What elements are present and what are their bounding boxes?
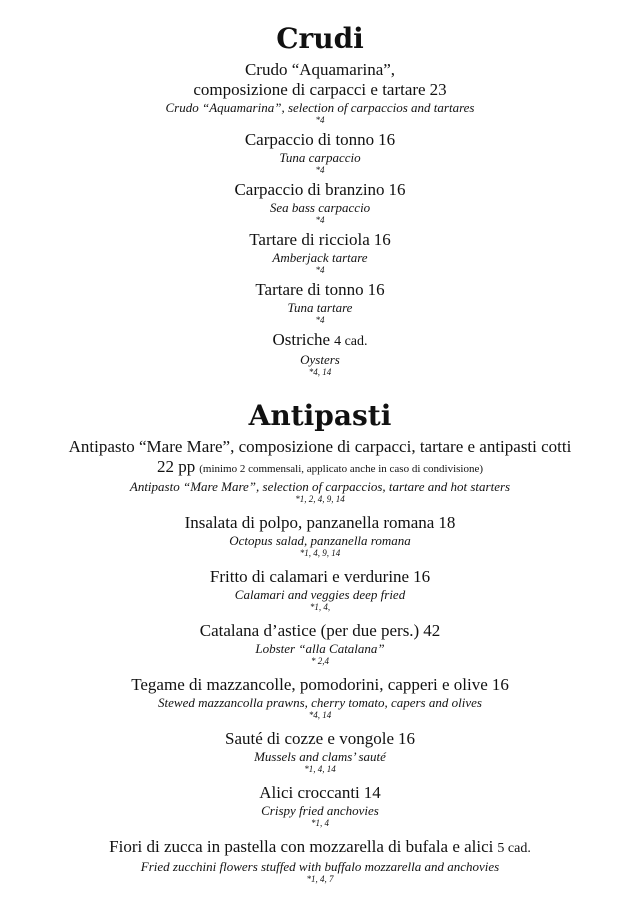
section-crudi	[0, 22, 640, 377]
item-name	[0, 130, 640, 150]
item-name-text: Antipasto “Mare Mare”, composizione di carpacci, tartare e antipasti cotti	[68, 437, 572, 456]
item-english: Fried zucchini flowers stuffed with buffalo mozzarella and anchovies	[140, 859, 500, 874]
item-name-text: Fiori di zucca in pastella con mozzarella di bufala e alici	[109, 837, 494, 856]
item-allergens: *1, 4, 7	[306, 874, 334, 884]
item-english: Octopus salad, panzanella romana	[229, 533, 411, 548]
item-allergens: *1, 4	[311, 818, 329, 828]
item-name-text: Fritto di calamari e verdurine	[209, 567, 410, 586]
menu-item	[0, 60, 640, 125]
item-name-text: Tartare di ricciola	[249, 230, 370, 249]
item-price: 42	[423, 621, 441, 640]
item-allergens: *1, 4, 9, 14	[299, 548, 341, 558]
item-price: 22 pp	[156, 457, 196, 476]
item-english: Stewed mazzancolla prawns, cherry tomato, capers and olives	[158, 695, 482, 710]
item-price: 16	[388, 180, 406, 199]
menu-item	[0, 230, 640, 275]
item-name	[0, 513, 640, 533]
item-english: Antipasto “Mare Mare”, selection of carpaccios, tartare and hot starters	[129, 479, 511, 494]
menu-item	[0, 513, 640, 558]
item-price: 16	[413, 567, 431, 586]
item-price: 18	[438, 513, 456, 532]
menu-item	[0, 783, 640, 828]
item-price: 23	[429, 80, 447, 99]
section-title-antipasti: Antipasti	[248, 399, 392, 432]
item-allergens: *4	[315, 115, 325, 125]
item-price: 16	[367, 280, 385, 299]
item-english: Tuna carpaccio	[279, 150, 361, 165]
item-allergens: *4	[315, 215, 325, 225]
item-name	[0, 280, 640, 300]
item-name-text: Catalana d’astice (per due pers.)	[199, 621, 420, 640]
menu-item	[0, 675, 640, 720]
item-allergens: *1, 2, 4, 9, 14	[295, 494, 345, 504]
item-name-line2: composizione di carpacci e tartare	[193, 80, 426, 99]
item-name-text: Carpaccio di tonno	[244, 130, 375, 149]
item-name-text: Alici croccanti	[259, 783, 360, 802]
menu-item	[0, 180, 640, 225]
item-price: 4 cad.	[334, 334, 368, 349]
item-allergens: *1, 4, 14	[304, 764, 336, 774]
item-allergens: *4, 14	[308, 710, 332, 720]
item-name-text: Ostriche	[272, 330, 331, 349]
item-english: Amberjack tartare	[272, 250, 368, 265]
item-name	[0, 60, 640, 100]
item-price: 16	[398, 729, 415, 748]
section-title-crudi: Crudi	[276, 22, 364, 55]
item-price: 16	[378, 130, 396, 149]
item-allergens: *4	[315, 315, 325, 325]
item-price: 16	[491, 675, 509, 694]
menu-item	[0, 729, 640, 774]
item-name	[0, 729, 640, 749]
item-name	[0, 230, 640, 250]
section-antipasti	[0, 399, 640, 884]
item-name-text: Tartare di tonno	[255, 280, 364, 299]
menu-item	[0, 437, 640, 504]
menu-item	[0, 330, 640, 377]
item-allergens: *1, 4,	[309, 602, 331, 612]
item-name-text: Sauté di cozze e vongole	[225, 729, 394, 748]
item-allergens: *4, 14	[308, 367, 332, 377]
item-note: (minimo 2 commensali, applicato anche in caso di condivisione)	[199, 463, 484, 475]
item-name	[0, 330, 640, 352]
item-english: Crispy fried anchovies	[261, 803, 379, 818]
item-english: Crudo “Aquamarina”, selection of carpaccios and tartares	[165, 100, 475, 115]
item-name-text: Insalata di polpo, panzanella romana	[184, 513, 435, 532]
item-name	[0, 675, 640, 695]
item-name-text: Carpaccio di branzino	[234, 180, 385, 199]
item-name	[0, 567, 640, 587]
item-english: Tuna tartare	[287, 300, 353, 315]
item-price: 5 cad.	[497, 841, 531, 856]
item-price: 14	[363, 783, 381, 802]
menu-item	[0, 567, 640, 612]
item-name-text: Tegame di mazzancolle, pomodorini, capperi e olive	[131, 675, 488, 694]
item-name	[0, 437, 640, 479]
item-name	[0, 180, 640, 200]
item-allergens: *4	[315, 265, 325, 275]
menu-item	[0, 837, 640, 884]
menu-item	[0, 280, 640, 325]
item-allergens: *4	[315, 165, 325, 175]
item-english: Mussels and clams’ sauté	[254, 749, 386, 764]
item-english: Calamari and veggies deep fried	[234, 587, 406, 602]
item-price: 16	[373, 230, 391, 249]
item-english: Oysters	[300, 352, 340, 367]
item-name-line1: Crudo “Aquamarina”,	[244, 60, 396, 79]
item-name	[0, 783, 640, 803]
item-name	[0, 621, 640, 641]
item-name	[0, 837, 640, 859]
item-english: Sea bass carpaccio	[269, 200, 371, 215]
item-english: Lobster “alla Catalana”	[255, 641, 385, 656]
menu-item	[0, 130, 640, 175]
item-allergens: * 2,4	[311, 656, 329, 666]
menu-item	[0, 621, 640, 666]
